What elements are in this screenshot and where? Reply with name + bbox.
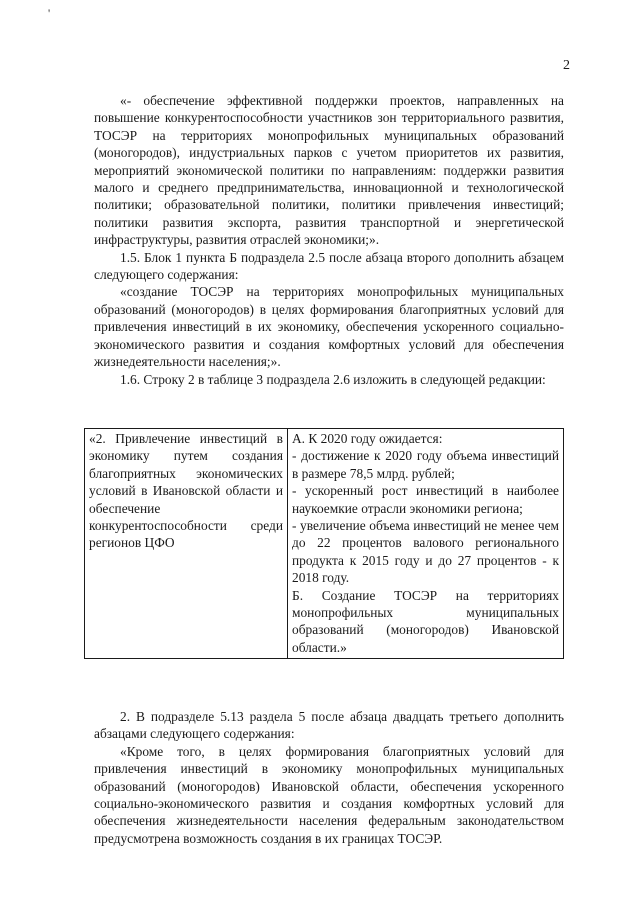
result-line-b: Б. Создание ТОСЭР на территориях монопрофильных муниципальных образований (моногородов) Ивановской области.» [292,587,559,655]
table-row [85,429,564,659]
paragraph-quote-support: «- обеспечение эффективной поддержки проектов, направленных на повышение конкурентоспособности участников зон территориального развития, ТОСЭР на территориях монопрофильных муниципальных образований (моногородов), индустриальных парков с учетом приоритетов их развития, мероприятий экономической политики по направлениям: поддержки развития малого и среднего предпринимательства, инновационной и технологической политики; образовательной политики, политики привлечения инвестиций; политики развития экспорта, развития транспортной и энергетической инфраструктуры, развития отраслей экономики;». [94,93,564,248]
paragraph-quote-tosar: «создание ТОСЭР на территориях монопрофильных муниципальных образований (моногородов) в целях формирования благоприятных условий для привлечения инвестиций в их экономику, обеспечения ускоренного социально-экономического развития и создания комфортных условий для обеспечения жизнедеятельности населения;». [94,284,564,370]
result-line-investment-volume: - достижение к 2020 году объема инвестиций в размере 78,5 млрд. рублей; [292,448,559,481]
result-line-a: А. К 2020 году ожидается: [292,431,443,446]
scan-mark: ' [48,6,51,20]
page-number: 2 [563,58,570,73]
paragraph-2: 2. В подразделе 5.13 раздела 5 после абзаца двадцать третьего дополнить абзацами следующего содержания: [94,709,564,742]
result-line-investment-share: - увеличение объема инвестиций не менее чем до 22 процентов валового регионального продукта к 2015 году и до 27 процентов - к 2018 году. [292,518,559,586]
text-block-bottom [94,708,564,847]
paragraph-1-6: 1.6. Строку 2 в таблице 3 подраздела 2.6 изложить в следующей редакции: [120,371,546,387]
paragraph-1-5: 1.5. Блок 1 пункта Б подраздела 2.5 после абзаца второго дополнить абзацем следующего содержания: [94,249,564,283]
table-row-2 [84,428,564,659]
table-cell-goal: «2. Привлечение инвестиций в экономику путем создания благоприятных экономических условий в Ивановской области и обеспечение конкурентоспособности среди регионов ЦФО [85,429,288,659]
table-cell-results [288,429,564,659]
paragraph-quote-federal: «Кроме того, в целях формирования благоприятных условий для привлечения инвестиций в экономику монопрофильных муниципальных образований (моногородов) Ивановской области, обеспечения ускоренного социально-экономического развития и создания комфортных условий для обеспечения жизнедеятельности населения федеральным законодательством предусмотрена возможность создания в их границах ТОСЭР. [94,743,564,846]
text-block-top [94,92,564,388]
result-line-accelerated-growth: - ускоренный рост инвестиций в наиболее наукоемкие отрасли экономики региона; [292,483,559,516]
